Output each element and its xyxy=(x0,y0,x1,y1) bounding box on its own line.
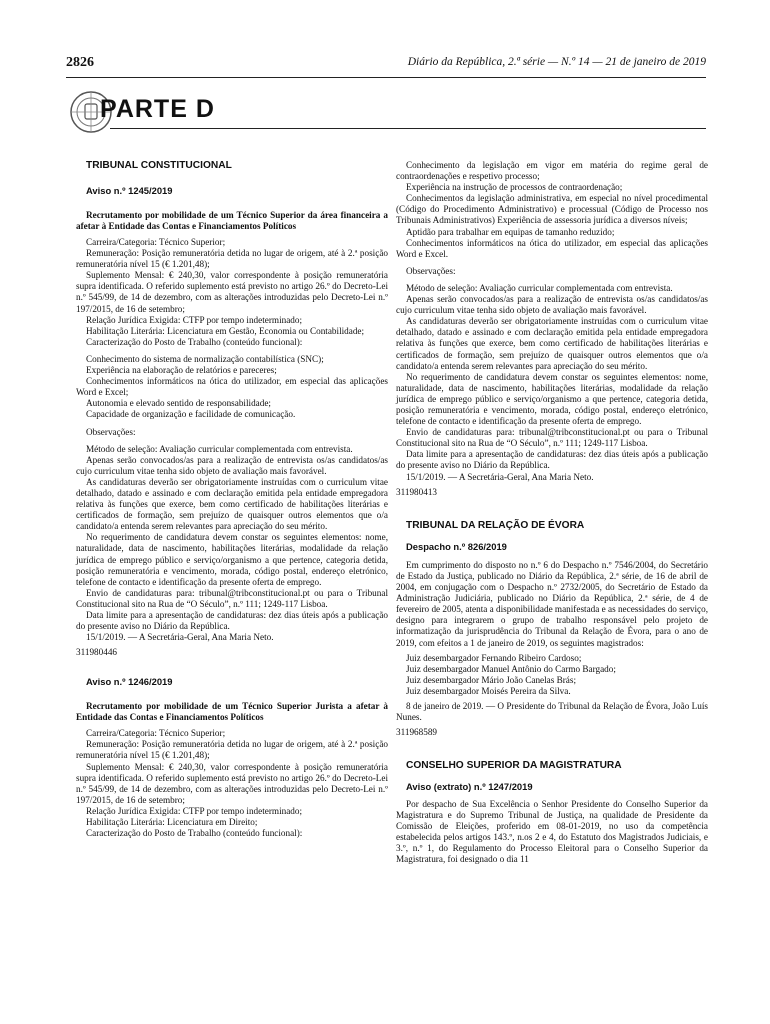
dispatch-number: Despacho n.º 826/2019 xyxy=(406,540,507,552)
judge-item: Juiz desembargador Moisés Pereira da Silva. xyxy=(406,685,571,696)
section-heading: TRIBUNAL DA RELAÇÃO DE ÉVORA xyxy=(406,519,585,531)
paragraph: Conhecimentos da legislação administrativa, em especial no nível procedimental (Código do Procedimento Administrativo) e processual (Código de Processo nos Tribunais Administrativos) Experiência de assessoria jurídica a diversos níveis; xyxy=(396,193,708,226)
paragraph: Caracterização do Posto de Trabalho (conteúdo funcional): xyxy=(86,336,303,347)
paragraph: Método de seleção: Avaliação curricular complementada com entrevista. xyxy=(86,443,353,454)
notice-number: Aviso n.º 1245/2019 xyxy=(86,185,173,197)
paragraph: Suplemento Mensal: € 240,30, valor correspondente à posição remuneratória supra identificada. O referido suplemento está previsto no artigo 26.º do Decreto-Lei n.º 545/99, de 14 de dezembro, com as alterações introduzidas pelo Decreto-Lei n.º 197/2015, de 16 de setembro; xyxy=(76,270,388,314)
paragraph: Experiência na elaboração de relatórios e pareceres; xyxy=(86,365,277,376)
notice-number: Aviso n.º 1246/2019 xyxy=(86,676,173,688)
paragraph: Conhecimentos informáticos na ótica do utilizador, em especial das aplicações Word e Excel; xyxy=(76,376,388,398)
paragraph: Carreira/Categoria: Técnico Superior; xyxy=(86,237,226,247)
paragraph: Conhecimentos informáticos na ótica do utilizador, em especial das aplicações Word e Excel. xyxy=(396,237,708,259)
observations-label: Observações: xyxy=(406,265,456,276)
header-rule xyxy=(66,77,706,78)
signature: 8 de janeiro de 2019. — O Presidente do Tribunal da Relação de Évora, João Luís Nunes. xyxy=(396,701,708,723)
section-heading: TRIBUNAL CONSTITUCIONAL xyxy=(86,160,232,171)
signature: 15/1/2019. — A Secretária-Geral, Ana Maria Neto. xyxy=(406,471,594,482)
journal-title: Diário da República, 2.ª série — N.º 14 — 21 de janeiro de 2019 xyxy=(407,56,706,68)
judge-item: Juiz desembargador Mário João Canelas Brás; xyxy=(406,674,577,685)
paragraph: Data limite para a apresentação de candidaturas: dez dias úteis após a publicação do presente aviso no Diário da República. xyxy=(76,610,388,632)
paragraph: Relação Jurídica Exigida: CTFP por tempo indeterminado; xyxy=(86,314,303,325)
paragraph: Apenas serão convocados/as para a realização de entrevista os/as candidatos/as cujo curriculum vitae tenha sido objeto de avaliação mais favorável. xyxy=(76,454,388,476)
right-column xyxy=(396,160,708,865)
paragraph: Remuneração: Posição remuneratória detida no lugar de origem, até à 2.ª posição remuneratória nível 15 (€ 1.201,48); xyxy=(76,248,388,270)
paragraph: Aptidão para trabalhar em equipas de tamanho reduzido; xyxy=(406,226,615,237)
paragraph: No requerimento de candidatura devem constar os seguintes elementos: nome, naturalidade, data de nascimento, habilitações literárias, modalidade da relação jurídica de emprego público e serviço/organismo a que pertence, categoria detida, posição remuneratória e vencimento, morada, código postal, endereço eletrónico, telefone de contacto e identificação da presente oferta de emprego. xyxy=(396,371,708,427)
part-rule xyxy=(110,128,706,129)
page-number: 2826 xyxy=(66,55,94,70)
paragraph: As candidaturas deverão ser obrigatoriamente instruídas com o curriculum vitae detalhado, datado e assinado e com declaração emitida pela entidade empregadora relativa às funções que exerce, bem como certificado de habilitações literárias e certificados de formação, sem prejuízo de quaisquer outros elementos que o/a candidato/a entenda serem relevantes para apreciação do seu mérito. xyxy=(396,316,708,371)
paragraph: Experiência na instrução de processos de contraordenação; xyxy=(406,182,623,193)
observations-label: Observações: xyxy=(86,426,136,437)
reference-code: 311968589 xyxy=(396,727,438,738)
paragraph: Data limite para a apresentação de candidaturas: dez dias úteis após a publicação do presente aviso no Diário da República. xyxy=(396,449,708,471)
reference-code: 311980413 xyxy=(396,486,438,497)
paragraph: As candidaturas deverão ser obrigatoriamente instruídas com o curriculum vitae detalhado, datado e assinado e com declaração emitida pela entidade empregadora relativa às funções que exerce, bem como certificado de habilitações literárias e certificados de formação, sem prejuízo de quaisquer outros elementos que o/a candidato/a entenda serem relevantes para apreciação do seu mérito. xyxy=(76,476,388,532)
paragraph: Remuneração: Posição remuneratória detida no lugar de origem, até à 2.ª posição remuneratória nível 15 (€ 1.201,48); xyxy=(76,739,388,761)
paragraph: Habilitação Literária: Licenciatura em Gestão, Economia ou Contabilidade; xyxy=(86,325,365,336)
notice-number: Aviso (extrato) n.º 1247/2019 xyxy=(406,781,533,793)
paragraph: Caracterização do Posto de Trabalho (conteúdo funcional): xyxy=(86,828,303,839)
paragraph: Carreira/Categoria: Técnico Superior; xyxy=(86,728,226,739)
paragraph: Envio de candidaturas para: tribunal@tribconstitucional.pt ou para o Tribunal Constitucional sito na Rua de “O Século”, n.º 111; 1249-117 Lisboa. xyxy=(396,427,708,449)
signature: 15/1/2019. — A Secretária-Geral, Ana Maria Neto. xyxy=(86,632,274,643)
judge-item: Juiz desembargador Fernando Ribeiro Cardoso; xyxy=(406,652,582,663)
notice-title: Recrutamento por mobilidade de um Técnico Superior da área financeira a afetar à Entidade das Contas e Financiamentos Políticos xyxy=(76,210,388,231)
paragraph: Suplemento Mensal: € 240,30, valor correspondente à posição remuneratória supra identificada. O referido suplemento está previsto no artigo 26.º do Decreto-Lei n.º 545/99, de 14 de dezembro, com as alterações introduzidas pelo Decreto-Lei n.º 197/2015, de 16 de setembro; xyxy=(76,761,388,805)
paragraph: Apenas serão convocados/as para a realização de entrevista os/as candidatos/as cujo curriculum vitae tenha sido objeto de avaliação mais favorável. xyxy=(396,294,708,316)
paragraph: Em cumprimento do disposto no n.º 6 do Despacho n.º 7546/2004, do Secretário de Estado da Justiça, publicado no Diário da República, 2.ª série, de 16 de abril de 2004, em conjugação com o Despacho n.º 2732/2005, do Secretário de Estado da Administração Judiciária, publicado no Diário da República, 2.ª série, de 4 de fevereiro de 2005, atenta a disponibilidade manifestada e as necessidades do serviço, designo para integrarem o grupo de trabalho responsável pelo projeto de informatização da jurisprudência do Tribunal da Relação de Évora, para o ano de 2019, com efeitos a 1 de janeiro de 2019, os seguintes magistrados: xyxy=(396,559,709,648)
reference-code: 311980446 xyxy=(76,647,118,658)
paragraph: Envio de candidaturas para: tribunal@tribconstitucional.pt ou para o Tribunal Constitucional sito na Rua de “O Século”, n.º 111; 1249-117 Lisboa. xyxy=(76,587,388,609)
paragraph: Relação Jurídica Exigida: CTFP por tempo indeterminado; xyxy=(86,805,303,816)
notice-title: Recrutamento por mobilidade de um Técnico Superior Jurista a afetar à Entidade das Contas e Financiamentos Políticos xyxy=(76,701,388,722)
paragraph: Por despacho de Sua Excelência o Senhor Presidente do Conselho Superior da Magistratura e do Supremo Tribunal de Justiça, na qualidade de Presidente da Comissão de Eleições, proferido em 08-01-2019, no uso da competência estabelecida pelos artigos 143.º, n.os 2 e 4, do Estatuto dos Magistrados Judiciais, e 3.º, n.º 1, do Regulamento do Processo Eleitoral para o Conselho Superior da Magistratura, foi designado o dia 11 xyxy=(396,798,708,864)
part-title: PARTE D xyxy=(100,95,215,123)
paragraph: Método de seleção: Avaliação curricular complementada com entrevista. xyxy=(406,282,673,293)
paragraph: No requerimento de candidatura devem constar os seguintes elementos: nome, naturalidade, data de nascimento, habilitações literárias, modalidade da relação jurídica de emprego público e serviço/organismo a que pertence, categoria detida, posição remuneratória e vencimento, morada, código postal, endereço eletrónico, telefone de contacto e identificação da presente oferta de emprego. xyxy=(76,532,388,587)
paragraph: Habilitação Literária: Licenciatura em Direito; xyxy=(86,817,258,828)
page-header xyxy=(66,55,706,73)
judge-item: Juiz desembargador Manuel Antônio do Carmo Bargado; xyxy=(406,663,616,674)
paragraph: Conhecimento do sistema de normalização contabilística (SNC); xyxy=(86,353,324,364)
paragraph: Autonomia e elevado sentido de responsabilidade; xyxy=(86,398,271,409)
paragraph: Capacidade de organização e facilidade de comunicação. xyxy=(86,409,296,420)
section-heading: CONSELHO SUPERIOR DA MAGISTRATURA xyxy=(406,760,622,772)
paragraph: Conhecimento da legislação em vigor em matéria do regime geral de contraordenações e respetivo processo; xyxy=(396,160,708,182)
left-column xyxy=(76,160,388,839)
